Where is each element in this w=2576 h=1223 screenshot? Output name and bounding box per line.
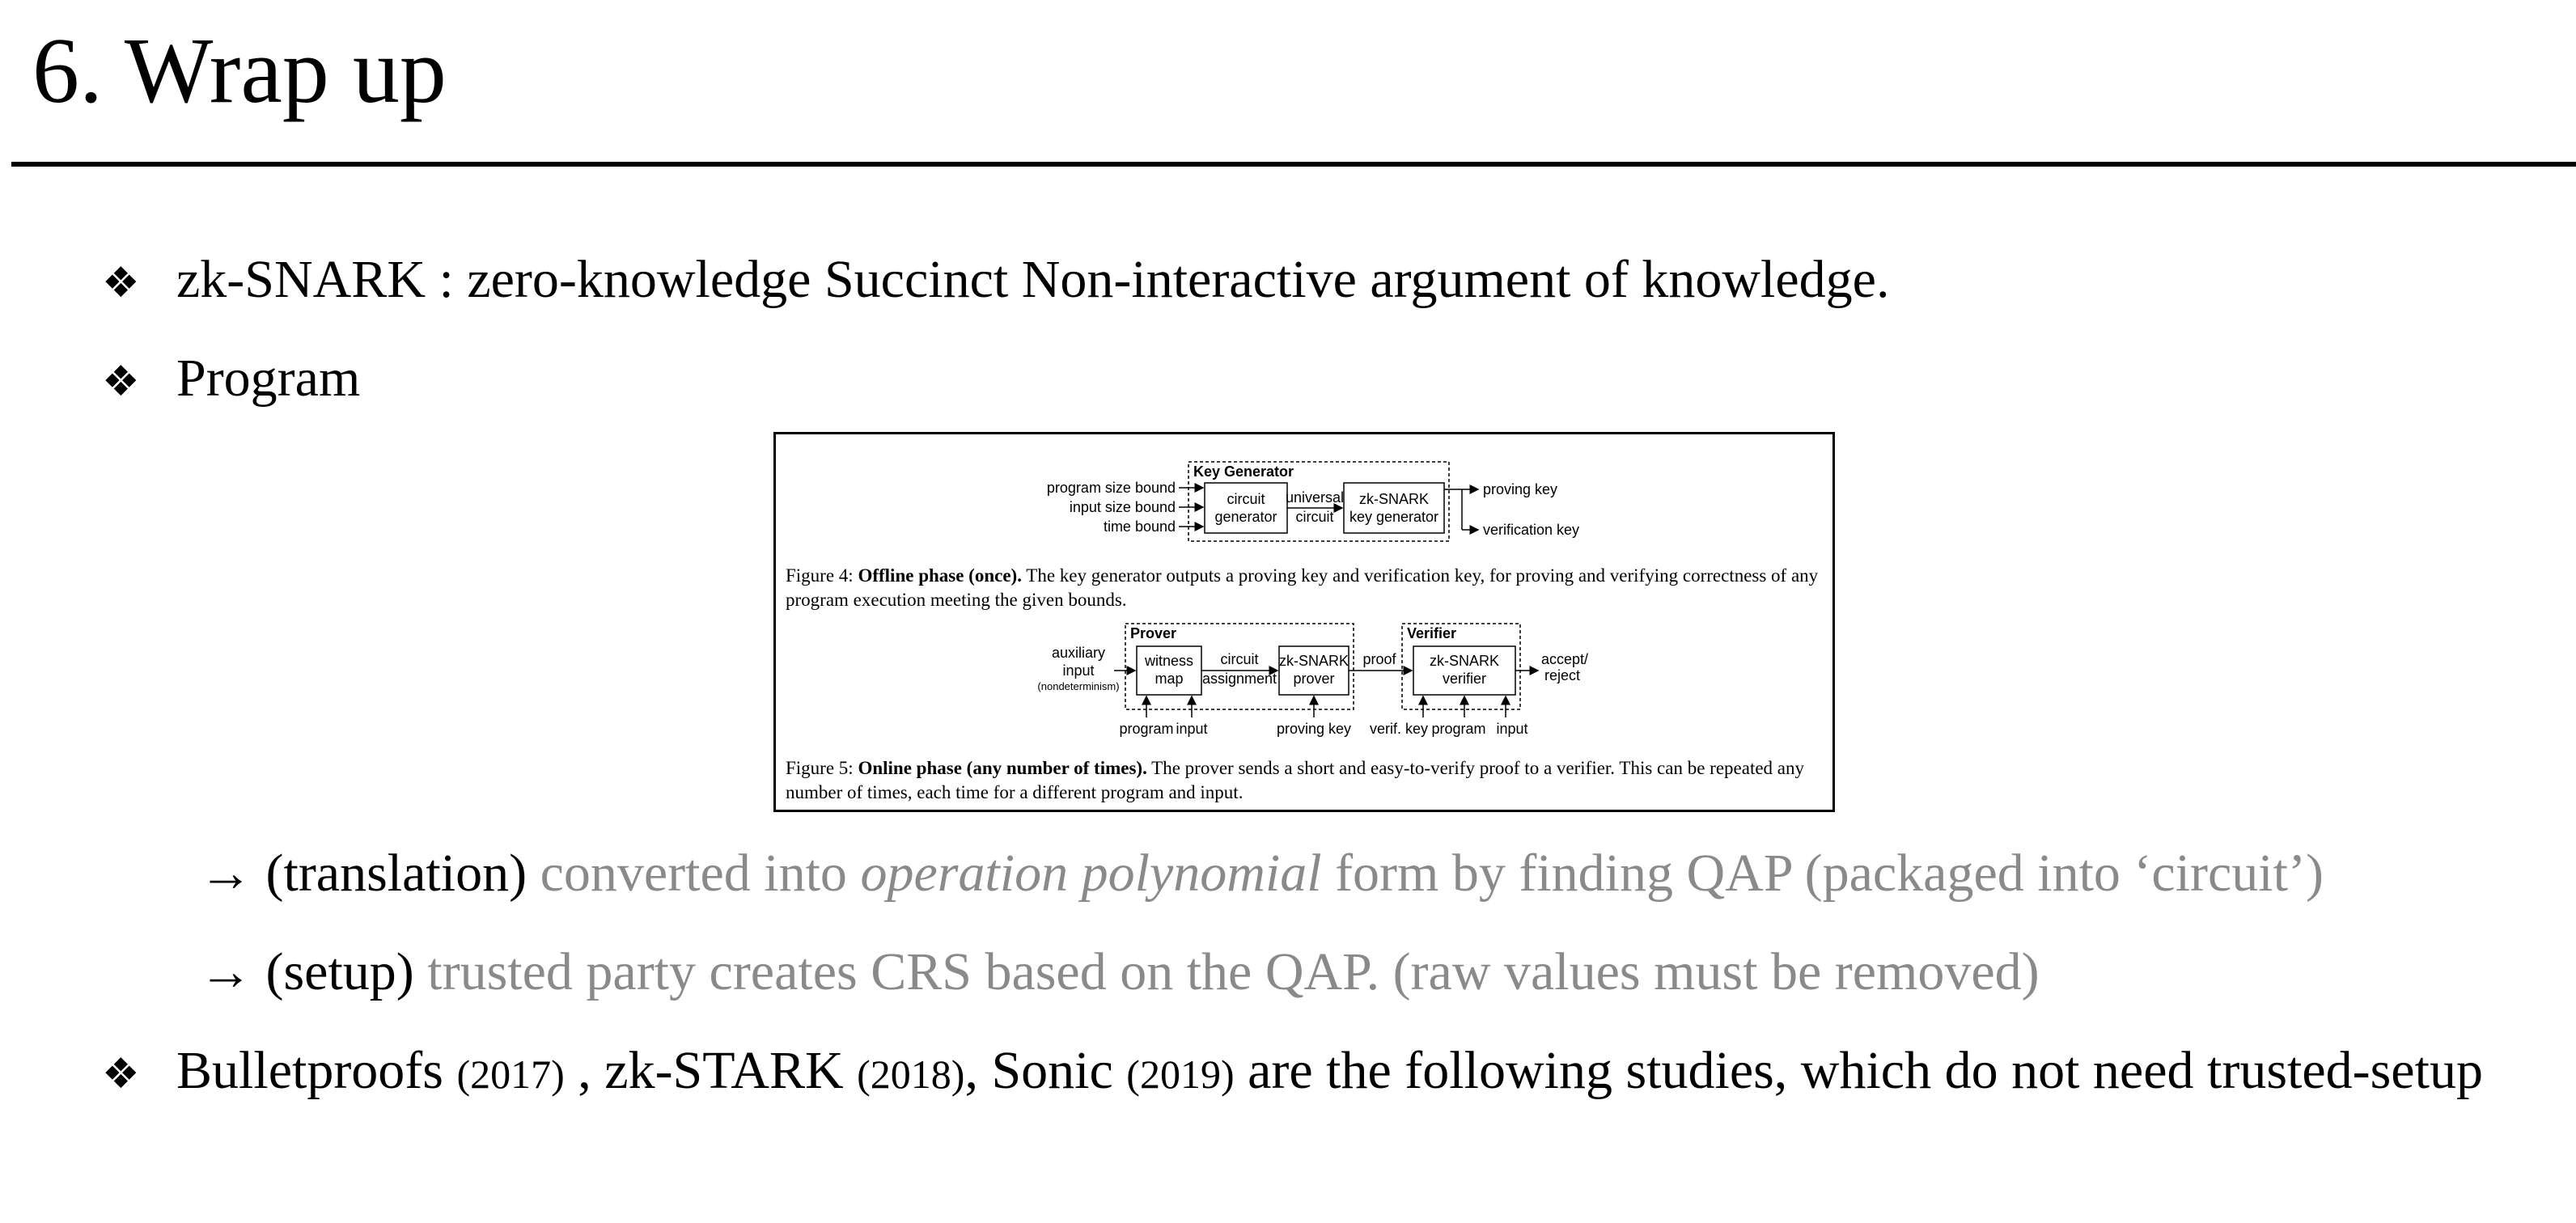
circuit-generator-l2: generator <box>1214 509 1277 525</box>
witness-map-l1: witness <box>1144 653 1194 669</box>
related-p1: Bulletproofs <box>176 1041 457 1100</box>
circuit-assignment-l2: assignment <box>1201 671 1277 687</box>
snark-prover-l1: zk-SNARK <box>1278 653 1349 669</box>
related-year1: (2017) <box>456 1052 565 1097</box>
bullet-related-work <box>102 1039 2483 1107</box>
fig5-bottom-verif-key: verif. key <box>1369 721 1429 737</box>
key-generator-box-l2: key generator <box>1349 509 1439 525</box>
translation-text-a: converted into <box>540 844 861 903</box>
circuit-generator-l1: circuit <box>1227 491 1265 507</box>
universal-circuit-l1: universal <box>1285 489 1345 506</box>
fig4-input-time: time bound <box>1103 518 1176 535</box>
bullet-zk-snark <box>102 248 1889 315</box>
fig5-bottom-proving-key: proving key <box>1276 721 1352 737</box>
related-p4: are the following studies, which do not need trusted-setup <box>1234 1041 2483 1100</box>
snark-verifier-l1: zk-SNARK <box>1429 653 1500 669</box>
figure4-caption-text: The key generator outputs a proving key and verification key, for proving and verifying correctness of any program execution meeting the given bounds. <box>786 565 1819 610</box>
sub-bullet-translation <box>199 841 2324 906</box>
arrow-right-icon: → <box>199 942 252 1001</box>
universal-circuit-l2: circuit <box>1295 509 1334 525</box>
aux-input-l2: input <box>1062 662 1095 679</box>
key-generator-box-l1: zk-SNARK <box>1358 491 1430 507</box>
verifier-label: Verifier <box>1407 625 1457 641</box>
figure5-caption <box>786 756 1829 805</box>
figure4-caption <box>786 564 1829 612</box>
diamond-bullet-icon: ❖ <box>102 358 140 406</box>
figure5-caption-label: Figure 5: <box>786 758 858 778</box>
zk-snark-pipeline-figure <box>773 432 1835 812</box>
fig5-bottom-program: program <box>1119 721 1174 737</box>
witness-map-l2: map <box>1155 671 1184 687</box>
fig4-input-program-size: program size bound <box>1046 480 1176 496</box>
diamond-bullet-icon: ❖ <box>102 259 140 307</box>
fig5-bottom-program-2: program <box>1431 721 1486 737</box>
bullet-zk-snark-text: zk-SNARK : zero-knowledge Succinct Non-interactive argument of knowledge. <box>176 250 1890 309</box>
arrow-right-icon: → <box>199 844 252 903</box>
accept-reject-l1: accept/ <box>1541 651 1589 667</box>
fig4-output-proving-key: proving key <box>1483 481 1558 497</box>
fig4-input-size: input size bound <box>1069 499 1176 515</box>
title-divider <box>11 162 2576 167</box>
key-generator-label: Key Generator <box>1193 463 1294 480</box>
translation-text-italic: operation polynomial <box>860 844 1322 903</box>
sub-bullet-setup <box>199 940 2040 1005</box>
translation-label: (translation) <box>265 844 527 903</box>
figure4-caption-label: Figure 4: <box>786 565 858 586</box>
figure4-caption-bold: Offline phase (once). <box>858 565 1022 586</box>
aux-input-l3: (nondeterminism) <box>1037 680 1120 692</box>
snark-verifier-l2: verifier <box>1442 671 1487 687</box>
translation-text-b: form by finding QAP (packaged into ‘circuit’) <box>1321 844 2324 903</box>
figure5-caption-text: The prover sends a short and easy-to-verify proof to a verifier. This can be repeated any number of times, each time for a different program and input. <box>786 758 1804 802</box>
bullet-program <box>102 346 360 414</box>
accept-reject-l2: reject <box>1544 667 1581 683</box>
slide-title: 6. Wrap up <box>32 19 447 123</box>
fig5-bottom-input-2: input <box>1496 721 1528 737</box>
related-year3: (2019) <box>1126 1052 1235 1097</box>
bullet-program-text: Program <box>176 349 361 408</box>
aux-input-l1: auxiliary <box>1051 645 1106 661</box>
prover-label: Prover <box>1130 625 1177 641</box>
setup-text: trusted party creates CRS based on the QAP. (raw values must be removed) <box>427 942 2040 1001</box>
figure5-caption-bold: Online phase (any number of times). <box>858 758 1147 778</box>
snark-prover-l2: prover <box>1293 671 1335 687</box>
setup-label: (setup) <box>265 942 414 1001</box>
fig5-bottom-input: input <box>1176 721 1208 737</box>
diamond-bullet-icon: ❖ <box>102 1050 140 1098</box>
circuit-assignment-l1: circuit <box>1220 651 1259 667</box>
related-p3: , Sonic <box>964 1041 1127 1100</box>
proof-label: proof <box>1362 651 1396 667</box>
fig4-output-verification-key: verification key <box>1483 522 1580 538</box>
related-year2: (2018) <box>857 1052 965 1097</box>
related-p2: , zk-STARK <box>564 1041 858 1100</box>
